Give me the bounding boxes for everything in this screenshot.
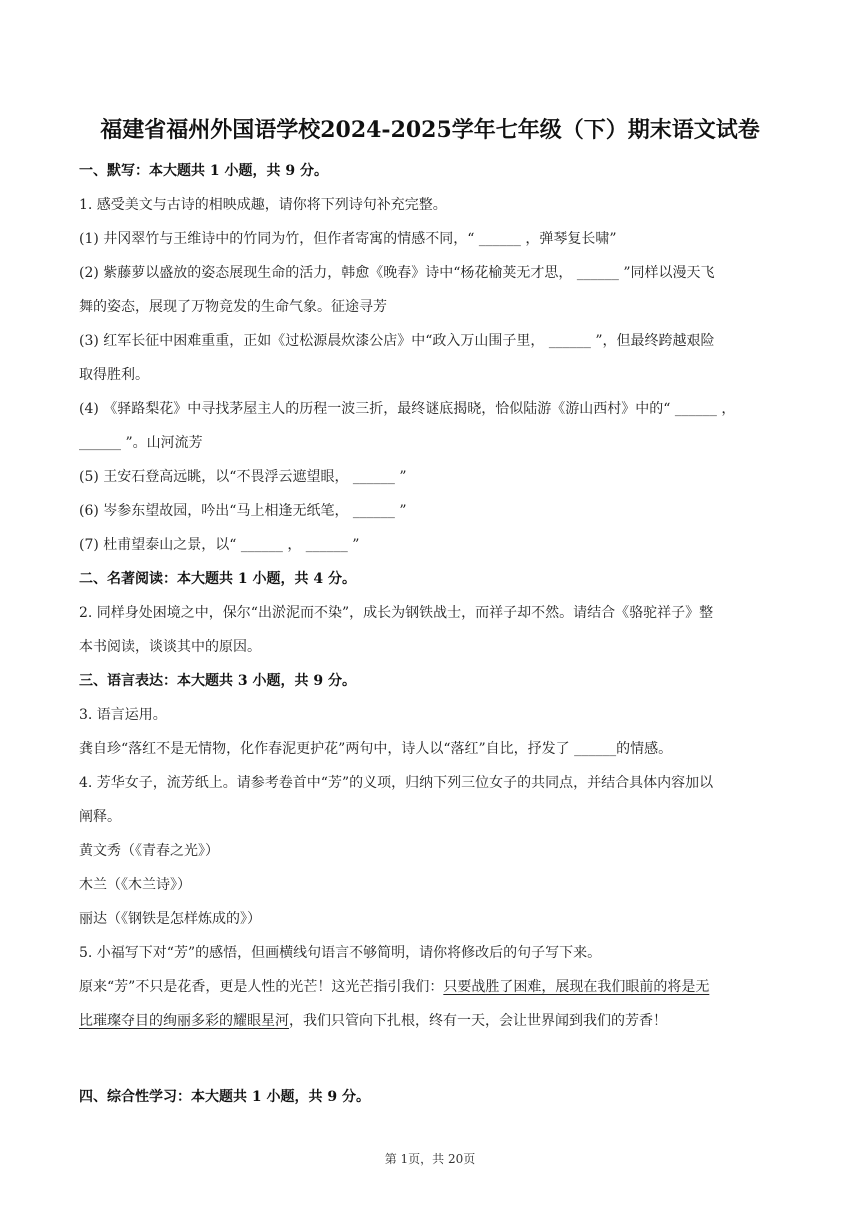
question-4-woman-2: 木兰（《木兰诗》）: [79, 877, 191, 893]
question-2-line-1: 2. 同样身处困境之中，保尔“出淤泥而不染”，成长为钢铁战士，而祥子却不然。请结合《骆驼祥子》整: [79, 605, 714, 621]
underlined-sentence-part-2: 比璀璨夺目的绚丽多彩的耀眼星河: [79, 1013, 289, 1029]
section-heading-1: 一、默写：本大题共 1 小题，共 9 分。: [79, 163, 328, 179]
passage-text-end: ，我们只管向下扎根，终有一天，会让世界闻到我们的芳香！: [289, 1013, 667, 1029]
question-5-passage-line-2: [79, 1004, 779, 1038]
section-heading-3: 三、语言表达：本大题共 3 小题，共 9 分。: [79, 673, 356, 689]
question-1-4-line-2: ______ ”。山河流芳: [79, 435, 203, 451]
page-footer: 第 1页，共 20页: [384, 1152, 476, 1166]
section-heading-2: 二、名著阅读：本大题共 1 小题，共 4 分。: [79, 571, 356, 587]
question-4-line-1: 4. 芳华女子，流芳纸上。请参考卷首中“芳”的义项，归纳下列三位女子的共同点，并结合具体内容加以: [79, 775, 714, 791]
question-1-2-line-1: (2) 紫藤萝以盛放的姿态展现生命的活力，韩愈《晚春》诗中“杨花榆荚无才思， ______ ”同样以漫天飞: [79, 265, 715, 281]
question-4-woman-3: 丽达（《钢铁是怎样炼成的》）: [79, 911, 261, 927]
question-1-4-line-1: (4) 《驿路梨花》中寻找茅屋主人的历程一波三折，最终谜底揭晓，恰似陆游《游山西村》中的“ ______ ，: [79, 401, 736, 417]
spacer: [79, 1038, 779, 1080]
question-2-line-2: 本书阅读，谈谈其中的原因。: [79, 639, 261, 655]
question-5: 5. 小福写下对“芳”的感悟，但画横线句语言不够简明，请你将修改后的句子写下来。: [79, 945, 602, 961]
question-4-line-2: 阐释。: [79, 809, 121, 825]
underlined-sentence-part-1: 只要战胜了困难，展现在我们眼前的将是无: [443, 979, 710, 995]
question-3: 3. 语言运用。: [79, 707, 167, 723]
question-1-3-line-1: (3) 红军长征中困难重重，正如《过松源晨炊漆公店》中“政入万山围子里， ______ ”，但最终跨越艰险: [79, 333, 715, 349]
passage-text: 原来“芳”不只是花香，更是人性的光芒！这光芒指引我们：: [79, 979, 444, 995]
section-heading-4: 四、综合性学习：本大题共 1 小题，共 9 分。: [79, 1089, 370, 1105]
question-5-passage-line-1: [79, 970, 779, 1004]
question-1-1: (1) 井冈翠竹与王维诗中的竹同为竹，但作者寄寓的情感不同，“ ______ ，弹琴复长啸”: [79, 231, 617, 247]
question-1-7: (7) 杜甫望泰山之景，以“ ______ ， ______ ”: [79, 537, 360, 553]
question-3-text: 龚自珍“落红不是无情物，化作春泥更护花”两句中，诗人以“落红”自比，抒发了 ______的情感。: [79, 741, 673, 757]
page-title: 福建省福州外国语学校2024-2025学年七年级（下）期末语文试卷: [100, 117, 760, 143]
question-1-2-line-2: 舞的姿态，展现了万物竞发的生命气象。征途寻芳: [79, 299, 387, 315]
question-1-5: (5) 王安石登高远眺，以“不畏浮云遮望眼， ______ ”: [79, 469, 407, 485]
question-1-3-line-2: 取得胜利。: [79, 367, 149, 383]
question-1-6: (6) 岑参东望故园，吟出“马上相逢无纸笔， ______ ”: [79, 503, 407, 519]
question-1: 1. 感受美文与古诗的相映成趣，请你将下列诗句补充完整。: [79, 197, 447, 213]
question-4-woman-1: 黄文秀（《青春之光》）: [79, 843, 219, 859]
exam-content: [79, 154, 779, 1114]
